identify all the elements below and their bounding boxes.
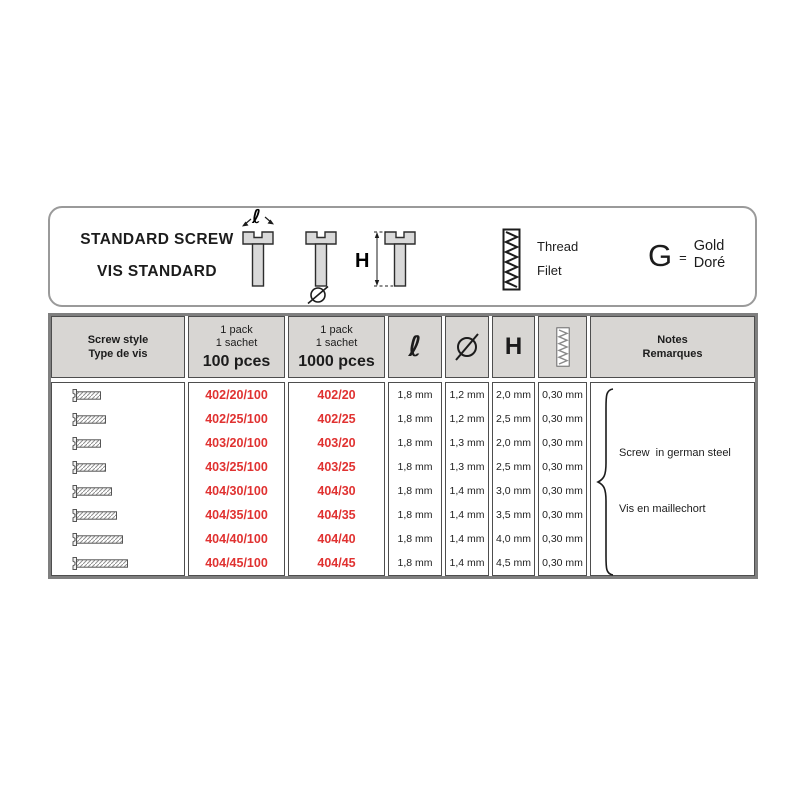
height-cell: 2,0 mm (495, 437, 531, 449)
screw-pictogram-cell (52, 383, 184, 407)
header-screw-style: Screw style Type de vis (51, 316, 185, 378)
thread-cell: 0,30 mm (542, 557, 583, 569)
ref-100-cell: 404/45/100 (205, 556, 268, 570)
curly-brace (596, 386, 618, 578)
length-cell: 1,8 mm (397, 437, 433, 449)
diameter-cell: 1,4 mm (449, 557, 485, 569)
gold-letter: G (648, 237, 673, 273)
screw-pictogram-cell (52, 527, 184, 551)
ref-100-cell: 402/20/100 (205, 388, 268, 402)
title-french: VIS STANDARD (97, 263, 217, 280)
length-cell: 1,8 mm (397, 389, 433, 401)
length-symbol-callout: ℓ (252, 208, 261, 228)
column-thread (538, 382, 587, 576)
thread-icon (556, 327, 570, 367)
thread-icon (502, 228, 521, 291)
screw-pictogram-cell (52, 455, 184, 479)
screw-side-view-icon (71, 412, 107, 427)
column-notes (590, 382, 755, 576)
gold-label-fr: Doré (693, 255, 726, 271)
note-french: Vis en maillechort (619, 503, 706, 515)
screw-catalog-table (48, 313, 758, 579)
screw-side-view-icon (71, 460, 107, 475)
page-title (64, 208, 250, 304)
thread-cell: 0,30 mm (542, 413, 583, 425)
thread-cell: 0,30 mm (542, 389, 583, 401)
thread-cell: 0,30 mm (542, 461, 583, 473)
header-pack-100: 1 pack 1 sachet 100 pces (188, 316, 285, 378)
diameter-cell: 1,4 mm (449, 533, 485, 545)
column-length (388, 382, 442, 576)
length-cell: 1,8 mm (397, 557, 433, 569)
header-thread (538, 316, 587, 378)
header-pack-1000: 1 pack 1 sachet 1000 pces (288, 316, 385, 378)
ref-100-cell: 404/35/100 (205, 508, 268, 522)
ref-100-cell: 404/40/100 (205, 532, 268, 546)
diameter-cell: 1,4 mm (449, 485, 485, 497)
ref-1000-cell: 402/20 (317, 388, 356, 402)
screw-dimension-diagram (224, 208, 428, 304)
ref-1000-cell: 404/30 (317, 484, 356, 498)
screw-pictogram-cell (52, 431, 184, 455)
screw-pictogram-cell (52, 407, 184, 431)
height-cell: 3,0 mm (495, 485, 531, 497)
length-cell: 1,8 mm (397, 533, 433, 545)
table-header-row (51, 316, 755, 378)
column-ref-1000 (288, 382, 385, 576)
screw-side-view-icon (71, 556, 129, 571)
thread-cell: 0,30 mm (542, 509, 583, 521)
screw-side-view-icon (71, 532, 124, 547)
height-cell: 2,5 mm (495, 413, 531, 425)
screw-pictogram-cell (52, 503, 184, 527)
legend-box (48, 206, 757, 307)
length-cell: 1,8 mm (397, 509, 433, 521)
thread-cell: 0,30 mm (542, 533, 583, 545)
length-cell: 1,8 mm (397, 461, 433, 473)
ref-1000-cell: 402/25 (317, 412, 356, 426)
gold-label-en: Gold (693, 238, 725, 254)
height-cell: 2,0 mm (495, 389, 531, 401)
header-length-symbol: ℓ (388, 316, 442, 378)
column-screw-style (51, 382, 185, 576)
thread-labels (537, 239, 578, 278)
header-notes: Notes Remarques (590, 316, 755, 378)
diameter-cell: 1,3 mm (449, 437, 485, 449)
length-cell: 1,8 mm (397, 485, 433, 497)
thread-cell: 0,30 mm (542, 485, 583, 497)
note-english: Screw in german steel (619, 447, 731, 459)
thread-cell: 0,30 mm (542, 437, 583, 449)
height-cell: 4,5 mm (495, 557, 531, 569)
screw-pictogram-cell (52, 479, 184, 503)
gold-equals-sign: = (679, 249, 687, 265)
screw-side-view-icon (71, 436, 102, 451)
header-height-symbol: H (492, 316, 535, 378)
column-diameter (445, 382, 489, 576)
gold-legend (648, 238, 725, 272)
ref-100-cell: 403/25/100 (205, 460, 268, 474)
diameter-cell: 1,4 mm (449, 509, 485, 521)
height-symbol-callout: H (355, 250, 370, 272)
ref-1000-cell: 404/45 (317, 556, 356, 570)
ref-100-cell: 402/25/100 (205, 412, 268, 426)
diameter-cell: 1,2 mm (449, 413, 485, 425)
ref-1000-cell: 404/35 (317, 508, 356, 522)
thread-label-fr: Filet (537, 263, 562, 278)
diameter-icon (453, 331, 481, 363)
height-cell: 2,5 mm (495, 461, 531, 473)
ref-1000-cell: 403/25 (317, 460, 356, 474)
screw-side-view-icon (71, 484, 113, 499)
ref-100-cell: 403/20/100 (205, 436, 268, 450)
height-cell: 4,0 mm (495, 533, 531, 545)
diameter-cell: 1,3 mm (449, 461, 485, 473)
table-body (51, 382, 755, 576)
ref-1000-cell: 404/40 (317, 532, 356, 546)
header-diameter-symbol (445, 316, 489, 378)
column-ref-100 (188, 382, 285, 576)
thread-label-en: Thread (537, 239, 579, 254)
ref-100-cell: 404/30/100 (205, 484, 268, 498)
ref-1000-cell: 403/20 (317, 436, 356, 450)
column-height (492, 382, 535, 576)
length-cell: 1,8 mm (397, 413, 433, 425)
height-cell: 3,5 mm (495, 509, 531, 521)
title-english: STANDARD SCREW (80, 231, 234, 248)
diameter-cell: 1,2 mm (449, 389, 485, 401)
screw-side-view-icon (71, 388, 102, 403)
screw-pictogram-cell (52, 551, 184, 575)
screw-side-view-icon (71, 508, 118, 523)
